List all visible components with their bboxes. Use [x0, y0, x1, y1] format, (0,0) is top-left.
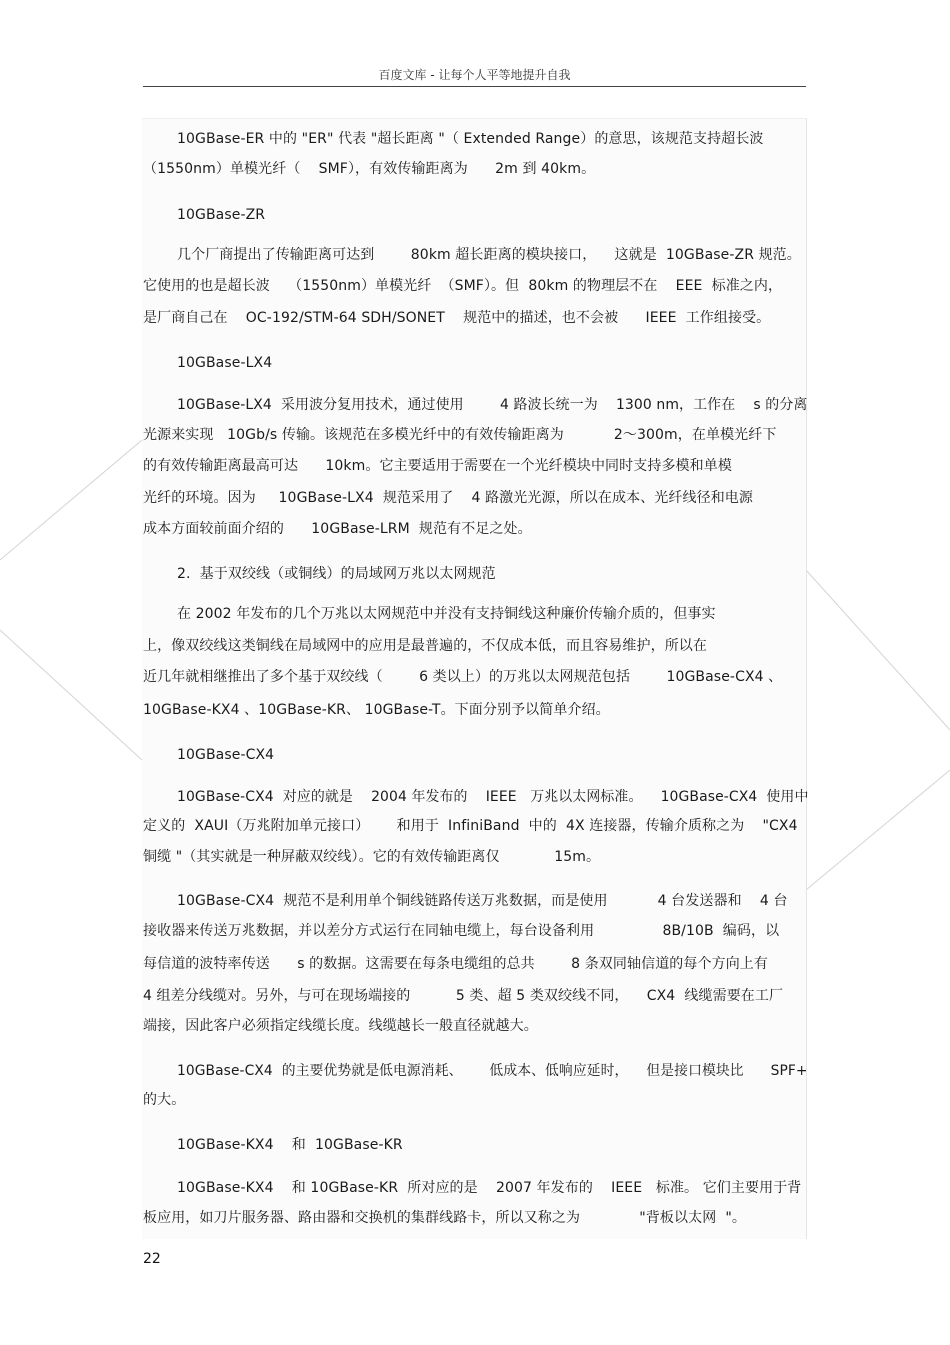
text-line: 是厂商自己在 OC-192/STM-64 SDH/SONET 规范中的描述，也不会被 IEEE 工作组接受。 [143, 310, 771, 326]
text-line: 几个厂商提出了传输距离可达到 80km 超长距离的模块接口， 这就是 10GBase-ZR 规范。 [177, 247, 801, 263]
text-line: 在 2002 年发布的几个万兆以太网规范中并没有支持铜线这种廉价传输介质的，但事实 [177, 606, 716, 622]
page-header: 百度文库 - 让每个人平等地提升自我 [378, 68, 571, 82]
text-line: 它使用的也是超长波 （1550nm）单模光纤 （SMF）。但 80km 的物理层不在 EEE 标准之内， [143, 278, 783, 294]
text-line: （1550nm）单模光纤（ SMF），有效传输距离为 2m 到 40km。 [143, 161, 596, 177]
text-line: 铜缆 "（其实就是一种屏蔽双绞线）。它的有效传输距离仅 15m。 [143, 849, 601, 865]
page-number: 22 [143, 1251, 161, 1267]
text-line: 10GBase-LX4 采用波分复用技术，通过使用 4 路波长统一为 1300 nm，工作在 s 的分离 [177, 397, 808, 413]
text-line: 10GBase-KX4 和 10GBase-KR 所对应的是 2007 年发布的 IEEE 标准。 它们主要用于背 [177, 1180, 802, 1196]
text-line: 上，像双绞线这类铜线在局域网中的应用是最普遍的，不仅成本低，而且容易维护，所以在 [143, 638, 707, 654]
text-line: 接收器来传送万兆数据，并以差分方式运行在同轴电缆上，每台设备利用 8B/10B 编码，以 [143, 923, 780, 939]
text-line: 10GBase-CX4 规范不是利用单个铜线链路传送万兆数据，而是使用 4 台发送器和 4 台 [177, 893, 788, 909]
text-line: 端接，因此客户必须指定线缆长度。线缆越长一般直径就越大。 [143, 1018, 538, 1034]
text-line: 的有效传输距离最高可达 10km。它主要适用于需要在一个光纤模块中同时支持多模和单模 [143, 458, 732, 474]
text-line: 10GBase-ER 中的 "ER" 代表 "超长距离 "（ Extended Range）的意思，该规范支持超长波 [177, 131, 764, 147]
text-line: 板应用，如刀片服务器、路由器和交换机的集群线路卡，所以又称之为 "背板以太网 "。 [143, 1210, 747, 1226]
section-heading: 10GBase-ZR [177, 207, 266, 223]
section-heading: 2. 基于双绞线（或铜线）的局域网万兆以太网规范 [177, 566, 496, 582]
text-line: 每信道的波特率传送 s 的数据。这需要在每条电缆组的总共 8 条双同轴信道的每个方向上有 [143, 956, 769, 972]
text-line: 的大。 [143, 1092, 186, 1108]
text-line: 近几年就相继推出了多个基于双绞线（ 6 类以上）的万兆以太网规范包括 10GBase-CX4 、 [143, 669, 783, 685]
text-line: 光源来实现 10Gb/s 传输。该规范在多模光纤中的有效传输距离为 2～300m，在单模光纤下 [143, 427, 777, 443]
text-line: 10GBase-CX4 对应的就是 2004 年发布的 IEEE 万兆以太网标准。 10GBase-CX4 使用中 [177, 789, 809, 805]
text-line: 4 组差分线缆对。另外，与可在现场端接的 5 类、超 5 类双绞线不同， CX4 线缆需要在工厂 [143, 988, 784, 1004]
text-line: 10GBase-KX4 、10GBase-KR、 10GBase-T。下面分别予以简单介绍。 [143, 702, 610, 718]
text-line: 成本方面较前面介绍的 10GBase-LRM 规范有不足之处。 [143, 521, 532, 537]
section-heading: 10GBase-LX4 [177, 355, 273, 371]
header-divider [143, 86, 806, 87]
section-heading: 10GBase-KX4 和 10GBase-KR [177, 1137, 403, 1153]
section-heading: 10GBase-CX4 [177, 747, 275, 763]
text-line: 10GBase-CX4 的主要优势就是低电源消耗、 低成本、低响应延时， 但是接口模块比 SPF+ [177, 1063, 808, 1079]
text-line: 定义的 XAUI（万兆附加单元接口） 和用于 InfiniBand 中的 4X 连接器，传输介质称之为 "CX4 [143, 818, 798, 834]
text-line: 光纤的环境。因为 10GBase-LX4 规范采用了 4 路激光光源，所以在成本、光纤线径和电源 [143, 490, 754, 506]
